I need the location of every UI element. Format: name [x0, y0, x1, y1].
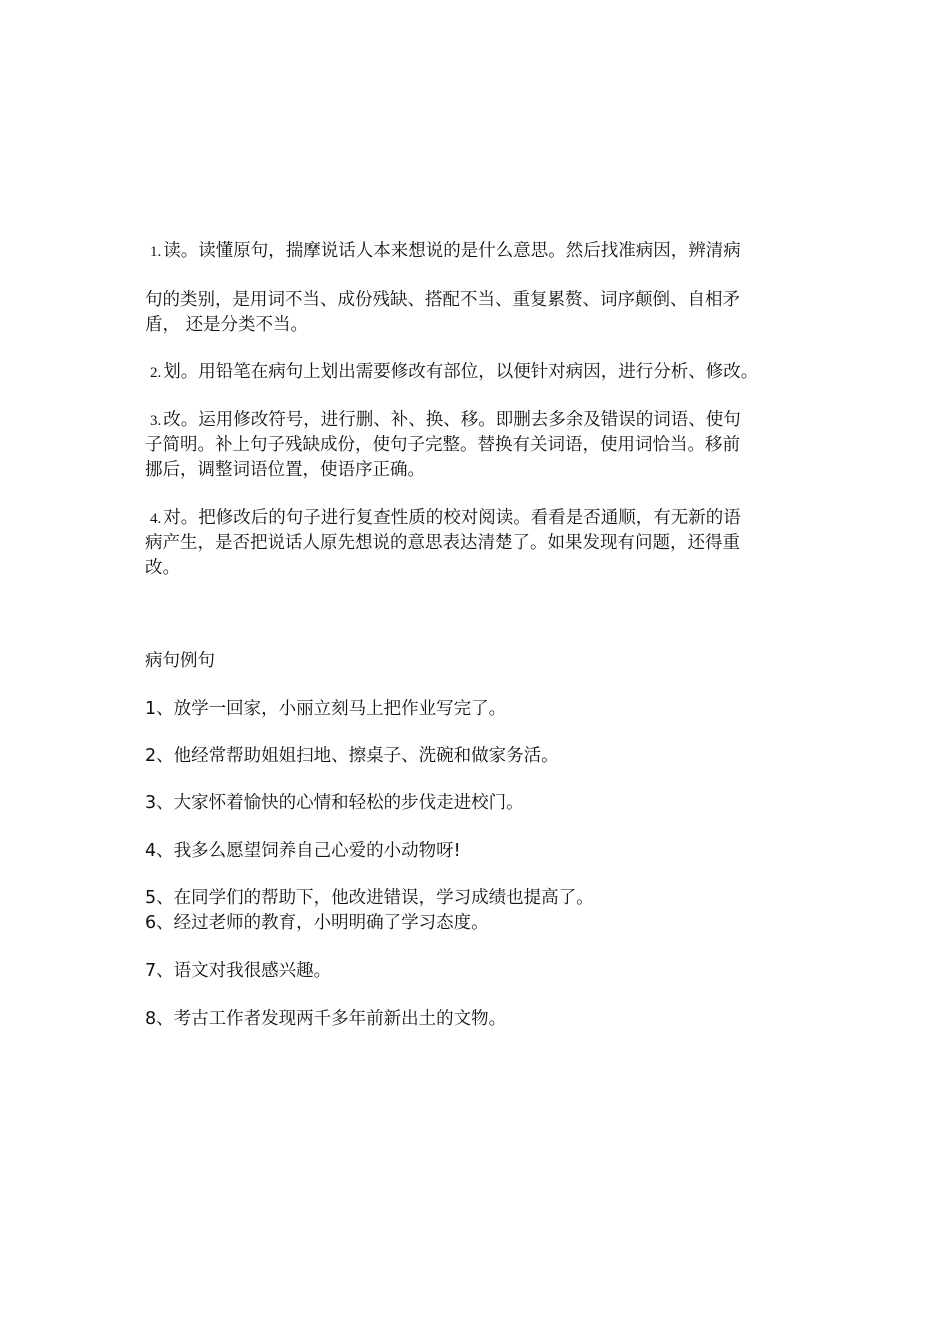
step-text: 对。把修改后的句子进行复查性质的校对阅读。看看是否通顺，有无新的语: [163, 508, 741, 528]
step-text: 划。用铅笔在病句上划出需要修改有部位，以便针对病因，进行分析、修改。: [163, 362, 759, 382]
example-3: [145, 791, 815, 816]
example-5: [145, 886, 815, 911]
step-text: 改。运用修改符号，进行删、补、换、移。即删去多余及错误的词语、使句: [163, 410, 741, 430]
step-text: 读。读懂原句，揣摩说话人本来想说的是什么意思。然后找准病因，辨清病: [163, 241, 741, 261]
example-8: [145, 1007, 815, 1032]
step-3-paragraph: [145, 408, 815, 483]
examples-heading: [145, 649, 815, 674]
step-2-line-1: [145, 360, 815, 385]
step-1-line-3: 盾， 还是分类不当。: [145, 315, 309, 335]
examples-heading-text: 病句例句: [145, 651, 215, 671]
example-7: [145, 959, 815, 984]
example-text: 2、他经常帮助姐姐扫地、擦桌子、洗碗和做家务活。: [145, 746, 559, 766]
step-3-line-1: [145, 408, 815, 433]
example-text: 5、在同学们的帮助下，他改进错误，学习成绩也提高了。: [145, 888, 594, 908]
example-text: 1、放学一回家，小丽立刻马上把作业写完了。: [145, 699, 507, 719]
step-1-line-2: 句的类别，是用词不当、成份残缺、搭配不当、重复累赘、词序颠倒、自相矛: [145, 290, 740, 310]
step-4-line-1: [145, 506, 815, 531]
step-3-line-3: 挪后，调整词语位置，使语序正确。: [145, 460, 425, 480]
step-number: 1.: [150, 244, 162, 260]
example-text: 6、经过老师的教育，小明明确了学习态度。: [145, 913, 489, 933]
example-6: [145, 911, 815, 936]
step-number: 4.: [150, 511, 162, 527]
step-1-continuation: [145, 288, 815, 338]
step-number: 3.: [150, 413, 162, 429]
step-1-paragraph: [145, 239, 815, 264]
step-4-line-2: 病产生，是否把说话人原先想说的意思表达清楚了。如果发现有问题，还得重: [145, 533, 740, 553]
step-1-line-1: [145, 239, 815, 264]
step-number: 2.: [150, 365, 162, 381]
example-text: 4、我多么愿望饲养自己心爱的小动物呀!: [145, 841, 461, 861]
example-1: [145, 697, 815, 722]
example-text: 7、语文对我很感兴趣。: [145, 961, 332, 981]
step-4-line-3: 改。: [145, 558, 180, 578]
example-text: 3、大家怀着愉快的心情和轻松的步伐走进校门。: [145, 793, 524, 813]
step-3-line-2: 子简明。补上句子残缺成份，使句子完整。替换有关词语，使用词恰当。移前: [145, 435, 740, 455]
example-4: [145, 839, 815, 864]
step-4-paragraph: [145, 506, 815, 581]
example-2: [145, 744, 815, 769]
example-text: 8、考古工作者发现两千多年前新出土的文物。: [145, 1009, 507, 1029]
step-2-paragraph: [145, 360, 815, 385]
